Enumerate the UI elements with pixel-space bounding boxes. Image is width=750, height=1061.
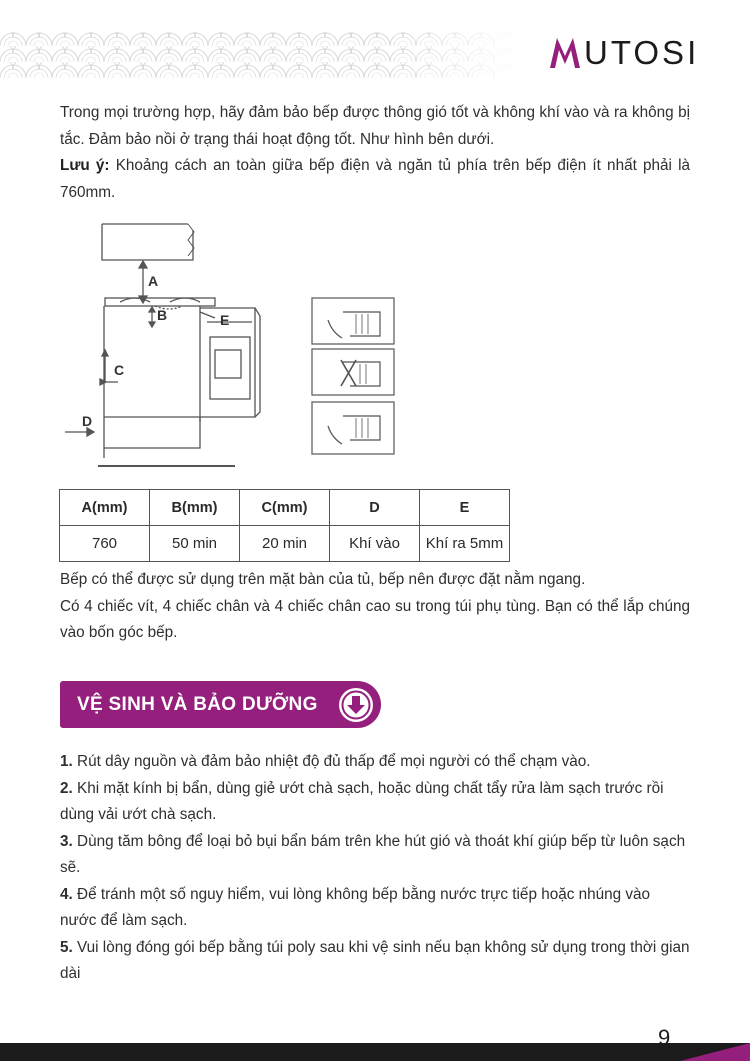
figure-label-b: B xyxy=(157,307,168,323)
step-text: Vui lòng đóng gói bếp bằng túi poly sau khi vệ sinh nếu bạn không sử dụng trong thời gian dài xyxy=(60,938,690,982)
table-cell: 50 min xyxy=(150,526,240,562)
accessories-paragraph: Có 4 chiếc vít, 4 chiếc chân và 4 chiếc chân cao su trong túi phụ tùng. Bạn có thể lắp chúng vào bốn góc bếp. xyxy=(60,597,690,641)
table-header-cell: E xyxy=(420,490,510,526)
list-item xyxy=(60,882,690,935)
table-row xyxy=(60,526,510,562)
step-text: Dùng tăm bông để loại bỏ bụi bẩn bám trên khe hút gió và thoát khí giúp bếp từ luôn sạch sẽ. xyxy=(60,832,686,876)
note-text: Khoảng cách an toàn giữa bếp điện và ngăn tủ phía trên bếp điện ít nhất phải là 760mm. xyxy=(60,157,690,201)
note-label: Lưu ý: xyxy=(60,157,110,174)
list-item xyxy=(60,776,690,829)
header-wave-pattern xyxy=(0,30,520,80)
table-header-row xyxy=(60,490,510,526)
intro-section xyxy=(60,100,690,206)
logo-text: UTOSI xyxy=(584,34,700,71)
table-header-cell: B(mm) xyxy=(150,490,240,526)
step-text: Khi mặt kính bị bẩn, dùng giẻ ướt chà sạch, hoặc dùng chất tẩy rửa làm sạch trước rồi dùng vải ướt chà sạch. xyxy=(60,779,664,823)
figure-label-a: A xyxy=(148,273,159,289)
list-item xyxy=(60,935,690,988)
section-title: VỆ SINH VÀ BẢO DƯỠNG xyxy=(77,693,318,715)
figure-label-d: D xyxy=(82,413,93,429)
table-cell: 20 min xyxy=(240,526,330,562)
step-number: 3. xyxy=(60,832,73,850)
installation-notes xyxy=(60,567,690,647)
figure-label-c: C xyxy=(114,362,125,378)
down-arrow-circle-icon xyxy=(337,686,375,724)
table-header-cell: D xyxy=(330,490,420,526)
table-header-cell: A(mm) xyxy=(60,490,150,526)
step-number: 2. xyxy=(60,779,73,797)
table-cell: 760 xyxy=(60,526,150,562)
step-text: Để tránh một số nguy hiểm, vui lòng không bếp bằng nước trực tiếp hoặc nhúng vào nước để làm sạch. xyxy=(60,885,651,929)
page-number: 9 xyxy=(658,1025,671,1050)
countertop-paragraph: Bếp có thể được sử dụng trên mặt bàn của tủ, bếp nên được đặt nằm ngang. xyxy=(60,571,586,588)
intro-paragraph: Trong mọi trường hợp, hãy đảm bảo bếp được thông gió tốt và không khí vào và ra không bị tắc. Đảm bảo nồi ở trạng thái hoạt động tốt. Như hình bên dưới. xyxy=(60,104,690,148)
list-item xyxy=(60,829,690,882)
step-text: Rút dây nguồn và đảm bảo nhiệt độ đủ thấp để mọi người có thể chạm vào. xyxy=(72,753,591,770)
table-cell: Khí ra 5mm xyxy=(420,526,510,562)
spec-table xyxy=(59,489,510,562)
step-number: 1. xyxy=(60,753,73,770)
table-header-cell: C(mm) xyxy=(240,490,330,526)
note-paragraph xyxy=(60,153,690,206)
logo-m-mark xyxy=(548,36,582,70)
cleaning-steps-list xyxy=(60,749,690,988)
installation-diagram xyxy=(60,212,405,474)
step-number: 4. xyxy=(60,885,73,903)
section-header xyxy=(60,681,381,728)
step-number: 5. xyxy=(60,938,73,956)
footer-bar xyxy=(0,1043,750,1061)
figure-label-e: E xyxy=(220,312,230,328)
brand-logo xyxy=(548,33,699,73)
list-item xyxy=(60,749,690,776)
table-cell: Khí vào xyxy=(330,526,420,562)
